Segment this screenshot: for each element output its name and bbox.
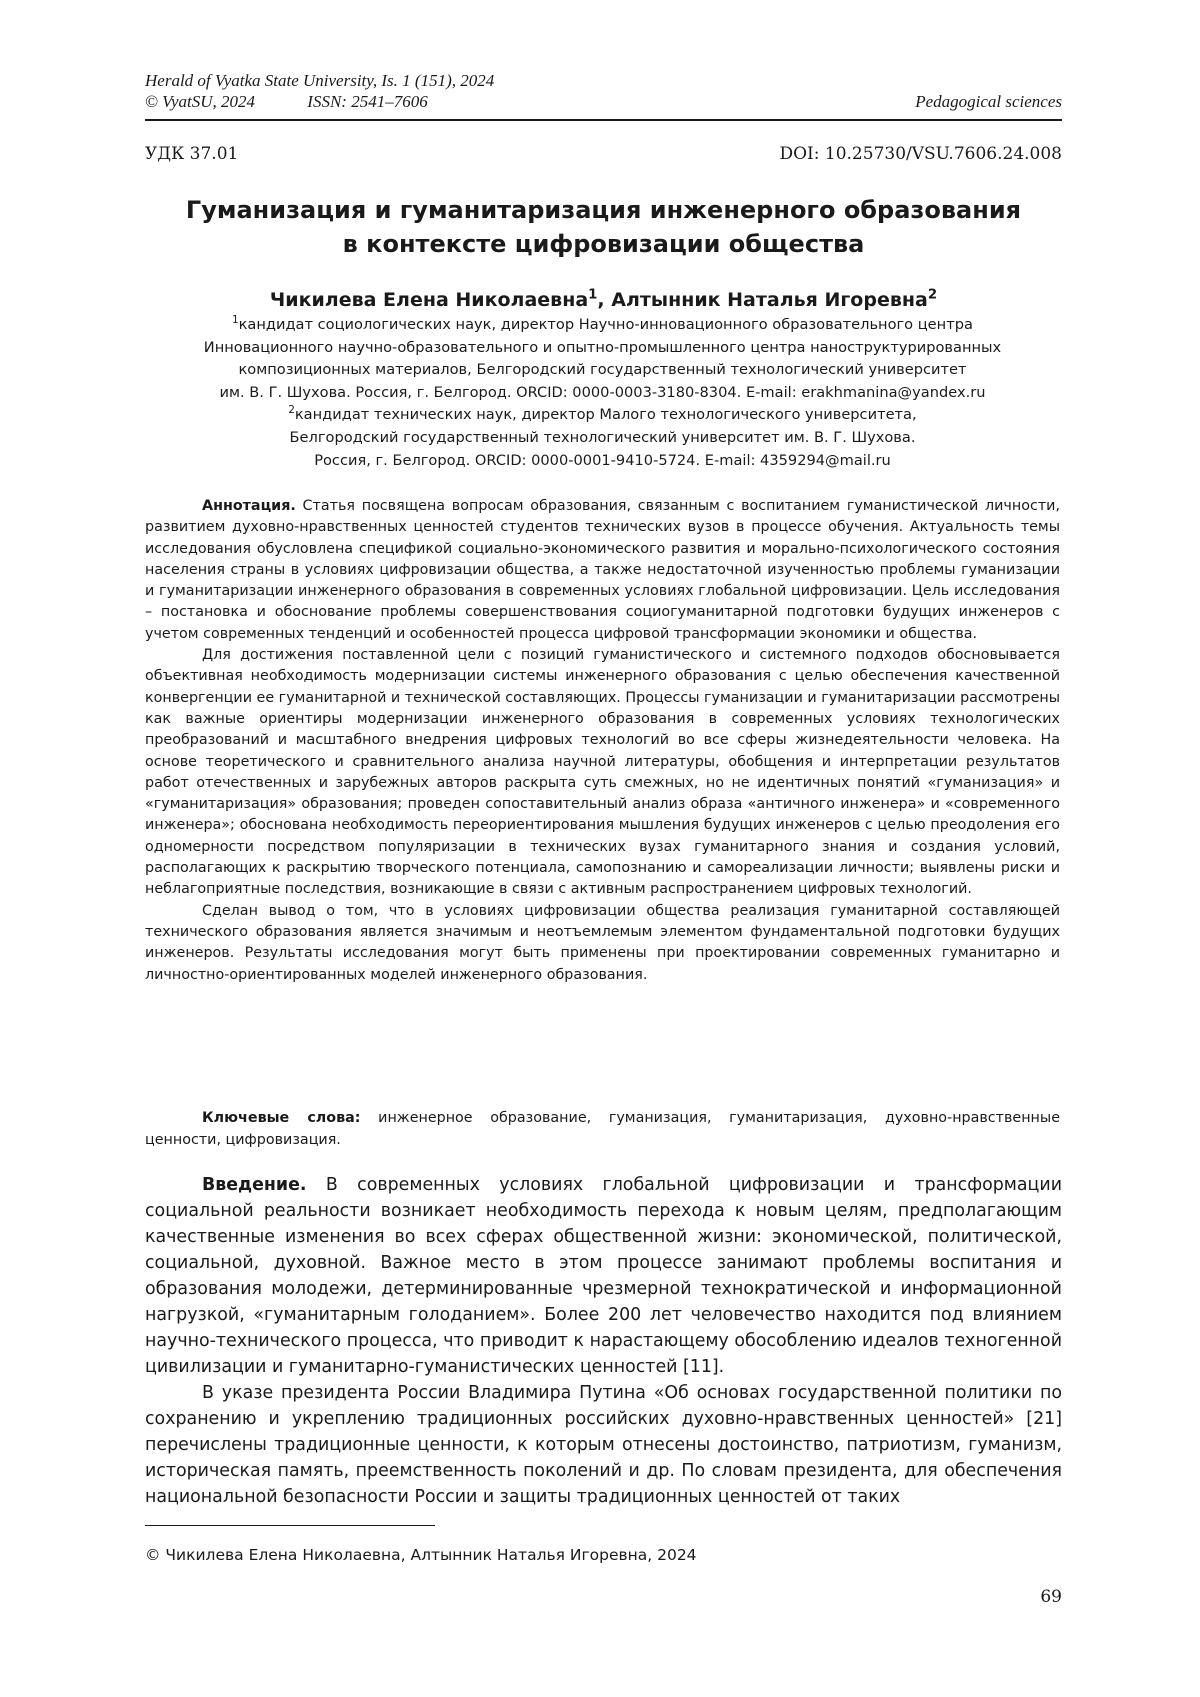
abstract-paragraph-2: Для достижения поставленной цели с позиций гуманистического и системного подходов обосновывается объективная необходимость модернизации системы инженерного образования с целью обеспечения качественной конвергенции ее гуманитарной и технической составляющих. Процессы гуманизации и гуманитаризации рассмотрены как важные ориентиры модернизации инженерного образования в современных условиях технологических преобразований и масштабного внедрения цифровых технологий во все сферы жизнедеятельности человека. На основе теоретического и сравнительного анализа научной литературы, обобщения и интерпретации результатов работ отечественных и зарубежных авторов раскрыта суть смежных, но не идентичных понятий «гуманизация» и «гуманитаризация» образования; проведен сопоставительный анализ образа «античного инженера» и «современного инженера»; обоснована необходимость переориентирования мышления будущих инженеров с целью преодоления его одномерности посредством популяризации в технических вузах гуманитарного знания и создания условий, располагающих к раскрытию творческого потенциала, самопознанию и самореализации личности; выявлены риски и неблагоприятные последствия, возникающие в связи с активным распространением цифровых технологий. — [145, 647, 1061, 898]
affiliation-1-line-4: им. В. Г. Шухова. Россия, г. Белгород. ORCID: 0000-0003-3180-8304. E-mail: erakhmanina@yandex.ru — [219, 383, 986, 401]
keywords — [145, 1108, 1060, 1151]
abstract-paragraph-3: Сделан вывод о том, что в условиях цифровизации общества реализация гуманитарной составляющей технического образования является значимым и неотъемлемым элементом фундаментальной подготовки будущих инженеров. Результаты исследования могут быть применены при проектировании современных гуманитарно и личностно-ориентированных моделей инженерного образования. — [145, 902, 1060, 983]
page-number: 69 — [1040, 1587, 1062, 1607]
body-text — [145, 1172, 1062, 1510]
journal-section: Pedagogical sciences — [915, 92, 1062, 111]
author-2-marker: 2 — [927, 287, 938, 303]
affiliation-1-line-2: Инновационного научно-образовательного и опытно-промышленного центра наноструктурированных — [203, 338, 1002, 356]
article-meta — [145, 144, 1062, 164]
header-divider — [145, 119, 1062, 121]
affiliation-1-line-1: $^1$кандидат социологических наук, директор Научно-инновационного образовательного центра — [232, 315, 973, 333]
title-line-1: Гуманизация и гуманитаризация инженерного образования — [185, 196, 1022, 224]
affiliation-2-line-2: Белгородский государственный технологический университет им. В. Г. Шухова. — [289, 428, 916, 446]
journal-name: Herald of Vyatka State University, Is. 1 (151), 2024 — [145, 71, 495, 90]
abstract-label: Аннотация. — [202, 498, 296, 514]
author-2: Алтынник Наталья Игоревна — [611, 289, 928, 311]
title-line-2: в контексте цифровизации общества — [342, 230, 865, 258]
author-1: Чикилева Елена Николаевна — [269, 289, 589, 311]
udk-code: УДК 37.01 — [145, 144, 239, 164]
doi-link[interactable]: DOI: 10.25730/VSU.7606.24.008 — [779, 144, 1062, 164]
journal-copyright: © VyatSU, 2024 — [145, 92, 256, 111]
running-header — [145, 70, 1062, 112]
affiliation-2-marker: 2 — [288, 405, 295, 417]
affiliation-1-line-3: композиционных материалов, Белгородский государственный технологический университет — [238, 361, 967, 379]
keywords-label: Ключевые слова: — [202, 1110, 361, 1126]
body-paragraph-1: Введение. В современных условиях глобальной цифровизации и трансформации социальной реальности возникает необходимость перехода к новым целям, предполагающим качественные изменения во всех сферах общественной жизни: экономической, политической, социальной, духовной. Важное место в этом процессе занимают проблемы воспитания и образования молодежи, детерминированные чрезмерной технократической и информационной нагрузкой, «гуманитарным голоданием». Более 200 лет человечество находится под влиянием научно-технического процесса, что приводит к нарастающему обособлению идеалов техногенной цивилизации и гуманитарно-гуманистических ценностей [11]. — [145, 1175, 1062, 1377]
affiliation-2-line-3: Россия, г. Белгород. ORCID: 0000-0001-9410-5724. E-mail: 4359294@mail.ru — [314, 451, 891, 469]
copyright-footnote: © Чикилева Елена Николаевна, Алтынник Наталья Игоревна, 2024 — [145, 1546, 697, 1564]
affiliation-1-marker: 1 — [232, 315, 239, 327]
author-1-marker: 1 — [588, 287, 598, 303]
abstract-paragraph-1: Аннотация. Статья посвящена вопросам образования, связанным с воспитанием гуманистической личности, развитием духовно-нравственных ценностей студентов технических вузов в процессе обучения. Актуальность темы исследования обусловлена спецификой социально-экономического развития и морально-психологического состояния населения страны в условиях цифровизации общества, а также недостаточной изученностью проблемы гуманизации и гуманитаризации инженерного образования в современных условиях глобальной цифровизации. Цель исследования – постановка и обоснование проблемы совершенствования социогуманитарной подготовки будущих инженеров с учетом современных тенденций и особенностей процесса цифровой трансформации экономики и общества. — [145, 498, 1060, 642]
header-left — [145, 91, 428, 112]
affiliations — [130, 314, 1075, 472]
authors — [145, 288, 1062, 312]
footnote-divider — [145, 1525, 435, 1526]
keywords-text: инженерное образование, гуманизация, гуманитаризация, духовно-нравственные ценности, цифровизация. — [145, 1110, 1060, 1148]
abstract — [145, 496, 1060, 986]
affiliation-2-line-1: $^2$кандидат технических наук, директор Малого технологического университета, — [288, 405, 917, 424]
author-separator: , — [597, 289, 612, 311]
body-paragraph-2: В указе президента России Владимира Путина «Об основах государственной политики по сохранению и укреплению традиционных российских духовно-нравственных ценностей» [21] перечислены традиционные ценности, к которым отнесены достоинство, патриотизм, гуманизм, историческая память, преемственность поколений и др. По словам президента, для обеспечения национальной безопасности России и защиты традиционных ценностей от таких — [145, 1383, 1062, 1507]
article-title — [145, 193, 1062, 261]
journal-issn: ISSN: 2541–7606 — [307, 92, 428, 111]
intro-label: Введение. — [202, 1175, 307, 1195]
